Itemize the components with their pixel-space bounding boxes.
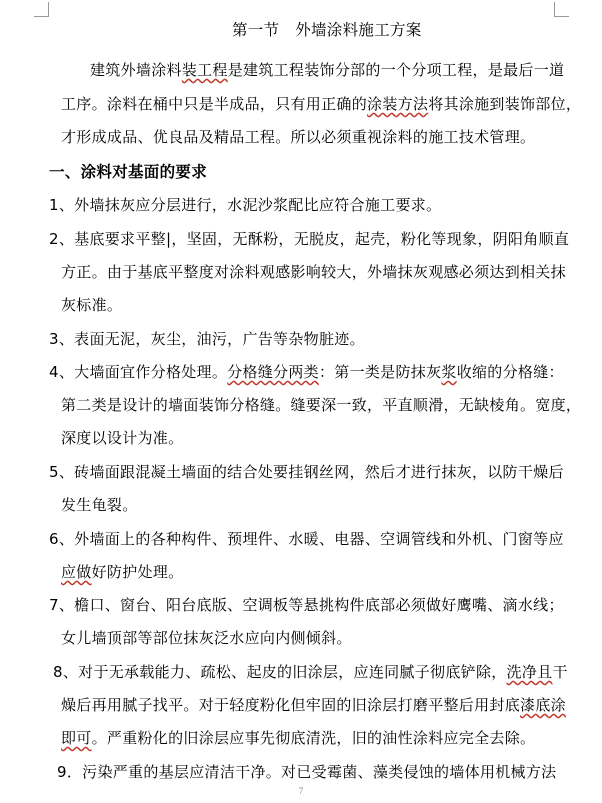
crop-mark-top-left (34, 2, 49, 17)
proofing-underline: 即可 (61, 729, 92, 747)
list-item (49, 195, 441, 215)
proofing-underline: 洗净且 (506, 663, 553, 681)
text-run: 方正。由于基底平整度对涂料观感影响较大，外墙抹灰观感必须达到相关抹 (61, 263, 566, 281)
text-run: 燥后再用腻子找平。对于轻度粉化但牢固的旧涂层打磨平整后用封底 (61, 696, 521, 714)
text-run: 好防护处理。 (91, 563, 184, 581)
list-item (49, 329, 365, 349)
text-run: 3、表面无泥，灰尘，油污，广告等杂物脏迹。 (49, 330, 365, 348)
text-run: ：第一类是防抹灰 (318, 363, 442, 381)
text-run: 深度以设计为准。 (61, 429, 184, 447)
text-run: 1、外墙抹灰应分层进行，水泥沙浆配比应符合施工要求。 (49, 196, 442, 214)
list-item-continuation (61, 628, 352, 648)
text-run: 6、外墙面上的各种构件、预埋件、水暖、电器、空调管线和外机、门窗等应 (49, 530, 564, 548)
text-run: 工序。涂料在桶中只是半成品，只有用正确的 (61, 95, 368, 113)
text-run: 收缩的分格缝： (456, 363, 564, 381)
page-number: 7 (298, 786, 304, 796)
list-item-continuation (61, 428, 183, 448)
text-cursor: | (165, 230, 172, 248)
list-item-continuation (61, 495, 138, 515)
text-run: 8、对于无承载能力、疏松、起皮的旧涂层，应连同腻子彻底铲除， (53, 663, 507, 681)
text-run: 干 (552, 663, 568, 681)
list-item (49, 362, 564, 382)
text-run: 4、大墙面宜作分格处理。 (49, 363, 228, 381)
text-run: 女儿墙顶部等部位抹灰泛水应向内侧倾斜。 (61, 629, 352, 647)
proofing-underline: 浆 (441, 363, 457, 381)
list-item-continuation (61, 562, 183, 582)
page-title: 第一节 外墙涂料施工方案 (232, 21, 422, 39)
list-item (57, 762, 556, 782)
list-item-continuation (61, 395, 581, 415)
text-run: 建筑外墙涂料 (90, 61, 182, 79)
section-heading: 一、涂料对基面的要求 (49, 163, 208, 181)
list-item (49, 529, 564, 549)
list-item-continuation (61, 262, 566, 282)
text-run: 才形成成品、优良品及精品工程。所以必须重视涂料的施工技术管理。 (61, 128, 536, 146)
text-run: 发生龟裂。 (61, 496, 138, 514)
text-run: 9．污染严重的基层应清洁干净。对已受霉菌、藻类侵蚀的墙体用机械方法 (57, 763, 557, 781)
proofing-underline: 应做 (61, 563, 92, 581)
text-run: 2、基底要求平整 (49, 230, 166, 248)
text-run: 第二类是设计的墙面装饰分格缝。缝要深一致，平直顺滑，无缺棱角。宽度， (61, 396, 582, 414)
list-item (53, 662, 568, 682)
text-run: 。严重粉化的旧涂层应事先彻底清洗，旧的油性涂料应完全去除。 (91, 729, 536, 747)
text-run: 7、檐口、窗台、阳台底版、空调板等悬挑构件底部必须做好鹰嘴、滴水线； (49, 596, 564, 614)
proofing-underline: 漆底涂 (520, 696, 566, 714)
list-item-continuation (61, 295, 122, 315)
list-item (49, 595, 564, 615)
list-item (49, 462, 564, 482)
text-run: 灰标准。 (61, 296, 123, 314)
crop-mark-top-right (554, 2, 569, 17)
text-run: ，坚固，无酥粉，无脱皮，起壳，粉化等现象，阴阳角顺直 (171, 230, 570, 248)
intro-line-1 (90, 60, 564, 80)
text-run: 是建筑工程装饰分部的一个分项工程，是最后一道 (227, 61, 565, 79)
text-run: 5、砖墙面跟混凝土墙面的结合处要挂钢丝网，然后才进行抹灰，以防干燥后 (49, 463, 564, 481)
text-run: 将其涂施到装饰部位， (428, 95, 582, 113)
proofing-underline: 装工程 (181, 61, 228, 79)
list-item (49, 229, 569, 249)
proofing-underline: 分格缝分两类 (227, 363, 319, 381)
intro-line-2 (61, 94, 581, 114)
intro-line-3 (61, 127, 535, 147)
list-item-continuation (61, 728, 535, 748)
list-item-continuation (61, 695, 566, 715)
proofing-underline: 涂装方法 (367, 95, 429, 113)
